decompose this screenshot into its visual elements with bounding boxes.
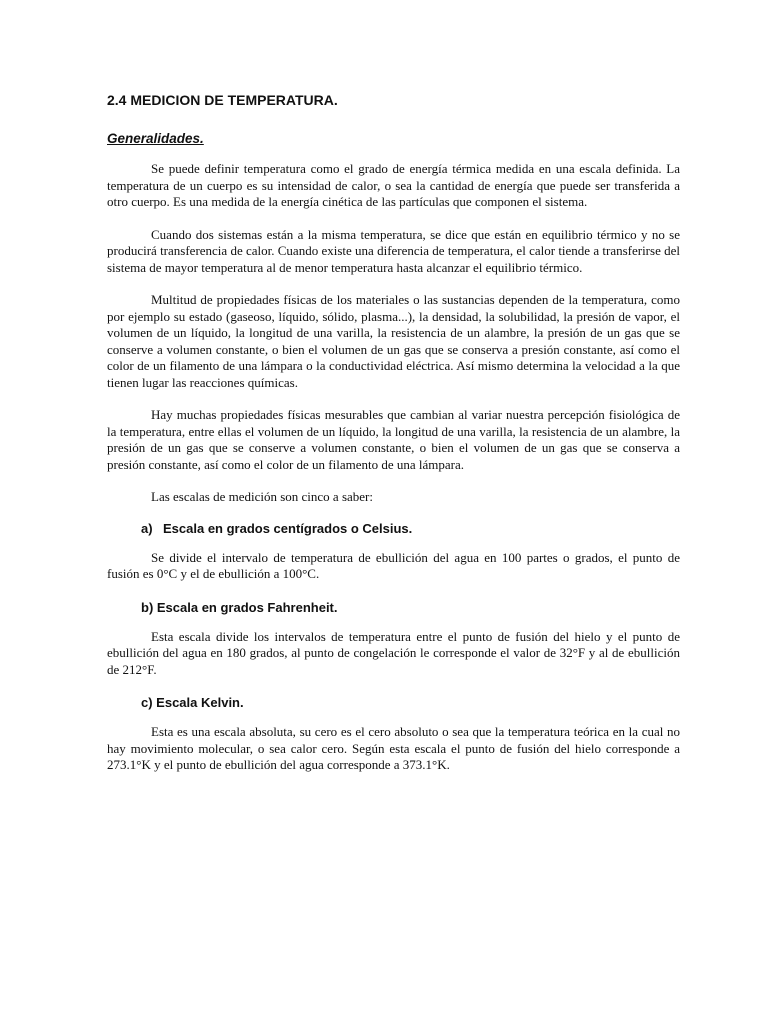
paragraph-celsius: Se divide el intervalo de temperatura de ebullición del agua en 100 partes o grados, el punto de fusión es 0°C y el de ebullición a 100°C. xyxy=(107,549,680,581)
paragraph-measurable-properties: Hay muchas propiedades físicas mesurables que cambian al variar nuestra percepción fisiológica de la temperatura, entre ellas el volumen de un líquido, la longitud de una varilla, la resistencia de un alambre, la presión de un gas que se conserve a volumen constante, o bien el volumen de un gas que se conserva a presión constante, así como el color de un filamento de una lámpara. xyxy=(107,407,680,472)
subsection-heading: Generalidades. xyxy=(107,131,204,146)
list-marker: a) xyxy=(141,520,153,536)
section-title: 2.4 MEDICION DE TEMPERATURA. xyxy=(107,92,338,108)
paragraph-kelvin: Esta es una escala absoluta, su cero es el cero absoluto o sea que la temperatura teórica en la cual no hay movimiento molecular, o sea calor cero. Según esta escala el punto de fusión del hielo corresponde a 273.1°K y el punto de ebullición del agua corresponde a 373.1°K. xyxy=(107,724,680,772)
scale-heading-label: Escala en grados centígrados o Celsius. xyxy=(163,520,413,536)
scale-heading-fahrenheit: b) Escala en grados Fahrenheit. xyxy=(141,599,338,615)
document-body xyxy=(107,90,680,790)
paragraph-thermal-equilibrium: Cuando dos sistemas están a la misma temperatura, se dice que están en equilibrio térmico y no se producirá transferencia de calor. Cuando existe una diferencia de temperatura, el calor tiende a transferirse del sistema de mayor temperatura al de menor temperatura hasta alcanzar el equilibrio térmico. xyxy=(107,226,680,275)
paragraph-scales-intro: Las escalas de medición son cinco a saber: xyxy=(151,489,373,504)
paragraph-physical-properties: Multitud de propiedades físicas de los materiales o las sustancias dependen de la temperatura, como por ejemplo su estado (gaseoso, líquido, sólido, plasma...), la densidad, la solubilidad, la presión de vapor, el volumen de un líquido, la longitud de una varilla, la resistencia de un alambre, la presión de un gas que se conserve a volumen constante, o bien el volumen de un gas que se conserva a presión constante, así como el color de un filamento de una lámpara o la conductividad eléctrica. Así mismo determina la velocidad a la que tienen lugar las reacciones químicas. xyxy=(107,292,680,390)
paragraph-fahrenheit: Esta escala divide los intervalos de temperatura entre el punto de fusión del hielo y el punto de ebullición del agua en 180 grados, al punto de congelación le corresponde el valor de 32°F y al de ebullición de 212°F. xyxy=(107,628,680,677)
scale-heading-celsius xyxy=(107,520,680,538)
scale-heading-kelvin: c) Escala Kelvin. xyxy=(141,695,244,710)
paragraph-definition: Se puede definir temperatura como el grado de energía térmica medida en una escala definida. La temperatura de un cuerpo es su intensidad de calor, o sea la cantidad de energía que puede ser transferida a otro cuerpo. Es una medida de la energía cinética de las partículas que componen el sistema. xyxy=(107,161,680,209)
